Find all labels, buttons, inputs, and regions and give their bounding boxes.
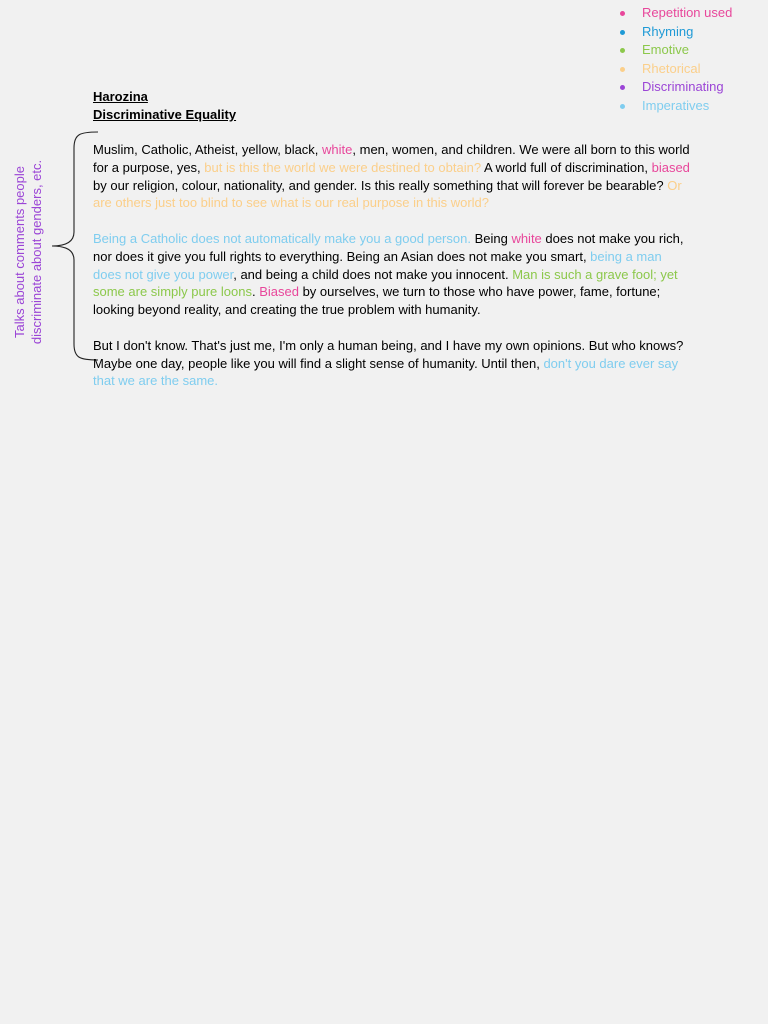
document-title: Discriminative Equality (93, 107, 237, 122)
text-run: , and being a child does not make you innocent. (233, 266, 513, 282)
legend-item (618, 4, 732, 23)
text-run: Muslim, Catholic, Atheist, yellow, black, (93, 142, 323, 157)
legend-label: Repetition used (642, 5, 733, 20)
highlighted-phrase: white (322, 142, 353, 157)
side-annotation-text (11, 157, 45, 347)
highlighted-phrase: don't you dare ever say that we are the same. (93, 355, 679, 389)
legend-item (618, 41, 732, 60)
legend-label: Emotive (642, 42, 689, 58)
bullet-icon (620, 67, 625, 72)
author-name: Harozina (93, 89, 148, 104)
bullet-icon (620, 11, 625, 16)
text-run: Being (470, 230, 512, 246)
side-annotation-line-2: discriminate about genders, etc. (29, 159, 44, 345)
text-run: A world full of discrimination, (481, 159, 652, 175)
text-run: , men, women, and children. We were all born to this world for a purpose, yes, (93, 142, 690, 175)
legend-item (618, 78, 732, 97)
highlighted-phrase: Biased (259, 284, 299, 300)
text-run: by our religion, colour, nationality, and gender. Is this really something that will forever be bearable? (93, 177, 668, 193)
side-annotation-line-1: Talks about comments people (12, 166, 27, 338)
legend-label: Imperatives (642, 97, 710, 113)
document-header (93, 88, 236, 124)
text-run: by ourselves, we turn to those who have power, fame, fortune; looking beyond reality, and creating the true problem with humanity. (93, 284, 661, 318)
highlighted-phrase: Being a Catholic does not automatically make you a good person. (93, 230, 471, 246)
bullet-icon (620, 48, 625, 53)
legend-item (618, 97, 732, 116)
legend-item (618, 60, 732, 79)
legend-item (618, 23, 732, 42)
highlighted-phrase: biased (651, 159, 690, 175)
highlighted-phrase: Man is such a grave fool; yet some are simply pure loons (93, 266, 678, 300)
text-run: But I don't know. That's just me, I'm only a human being, and I have my own opinions. But who knows? Maybe one day, people like you will find a slight sense of humanity. Until then, (93, 337, 684, 371)
bullet-icon (620, 85, 625, 90)
text-run: does not make you rich, nor does it give you full rights to everything. Being an Asian does not make you smart, (93, 230, 684, 264)
paragraph (93, 141, 693, 212)
paragraph (93, 337, 693, 390)
legend-label: Rhetorical (642, 60, 701, 76)
legend-label: Discriminating (642, 79, 724, 95)
bullet-icon (620, 104, 625, 109)
paragraph (93, 230, 693, 319)
bullet-icon (620, 30, 625, 35)
highlighted-phrase: being a man does not give you power (93, 248, 662, 282)
legend-label: Rhyming (642, 23, 694, 39)
highlighted-phrase: but is this the world we were destined to obtain? (204, 159, 482, 175)
highlighted-phrase: Or are others just too blind to see what is our real purpose in this world? (93, 177, 682, 211)
document-body (93, 141, 693, 408)
highlighted-phrase: white (511, 230, 542, 246)
annotation-legend (618, 4, 732, 116)
text-run: . (251, 284, 260, 300)
